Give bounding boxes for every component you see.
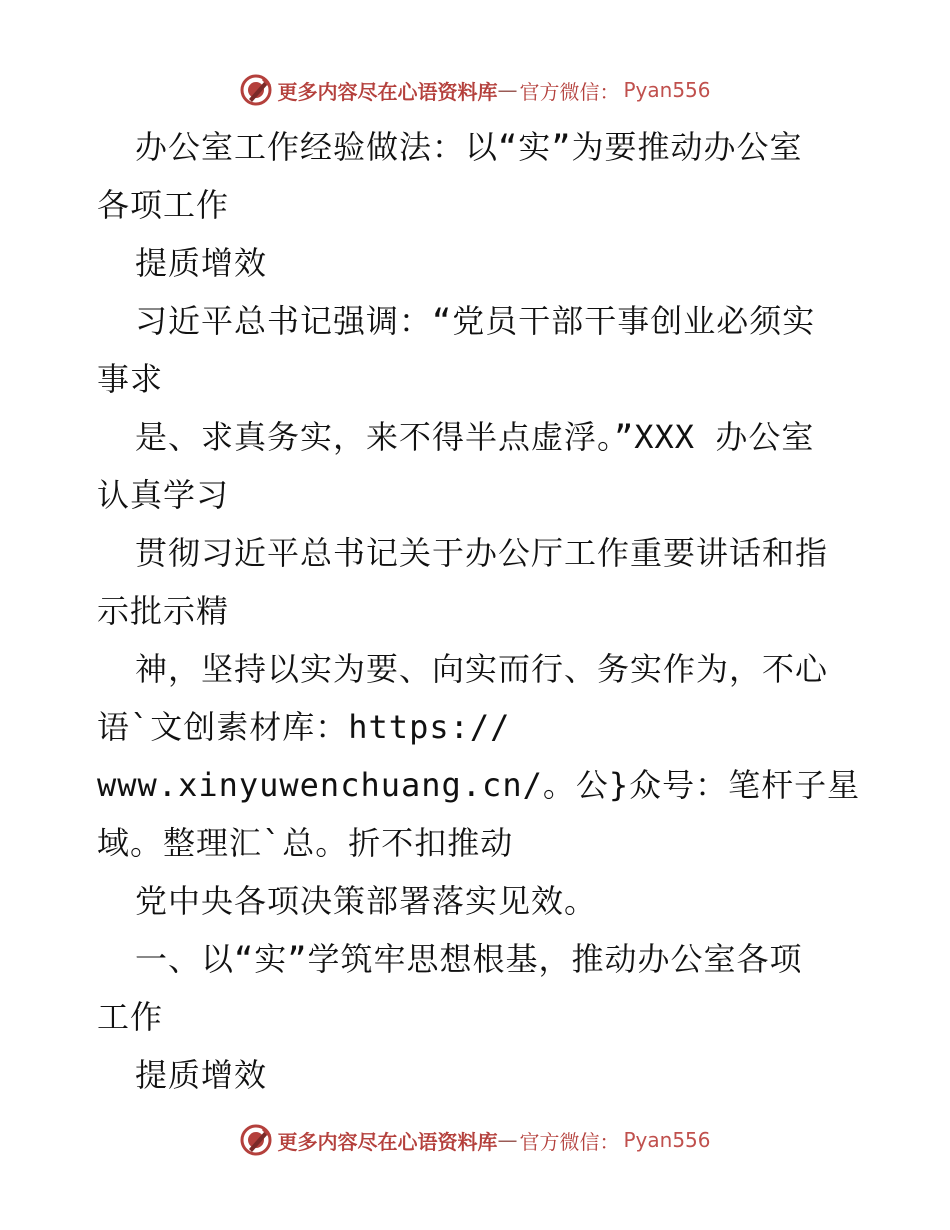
banner-wechat-id: Pyan556: [623, 1128, 711, 1152]
text-line: 示批示精: [97, 592, 230, 630]
text-line: 提质增效: [135, 1056, 268, 1094]
footer-banner: [0, 1120, 950, 1160]
banner-wechat-label: 官方微信：: [519, 1129, 620, 1154]
text-line: 语`文创素材库：https://: [97, 708, 511, 746]
banner-wechat-id: Pyan556: [623, 78, 711, 102]
text-line: 神，坚持以实为要、向实而行、务实作为，不心: [135, 650, 829, 688]
text-line: 一、以“实”学筑牢思想根基，推动办公室各项: [135, 940, 803, 978]
pen-logo-icon: [239, 73, 273, 107]
text-line: www.xinyuwenchuang.cn/。公}众号：笔杆子星: [97, 766, 861, 804]
text-line: 认真学习: [97, 476, 230, 514]
text-line: 域。整理汇`总。折不扣推动: [97, 824, 514, 862]
header-banner: [0, 70, 950, 110]
pen-logo-icon: [239, 1123, 273, 1157]
text-line: 贯彻习近平总书记关于办公厅工作重要讲话和指: [135, 534, 829, 572]
banner-separator: —: [497, 78, 518, 102]
text-line: 提质增效: [135, 244, 268, 282]
text-line: 办公室工作经验做法：以“实”为要推动办公室: [135, 128, 803, 166]
banner-main-text: 更多内容尽在心语资料库: [277, 1129, 498, 1154]
text-line: 各项工作: [97, 186, 230, 224]
text-line: 事求: [97, 360, 164, 398]
banner-wechat-label: 官方微信：: [519, 79, 620, 104]
document-body: [97, 118, 861, 1104]
text-line: 习近平总书记强调：“党员干部干事创业必须实: [135, 302, 816, 340]
text-line: 是、求真务实，来不得半点虚浮。”XXX 办公室: [135, 418, 815, 456]
banner-main-text: 更多内容尽在心语资料库: [277, 79, 498, 104]
text-line: 党中央各项决策部署落实见效。: [135, 882, 598, 920]
text-line: 工作: [97, 998, 164, 1036]
banner-separator: —: [497, 1128, 518, 1152]
